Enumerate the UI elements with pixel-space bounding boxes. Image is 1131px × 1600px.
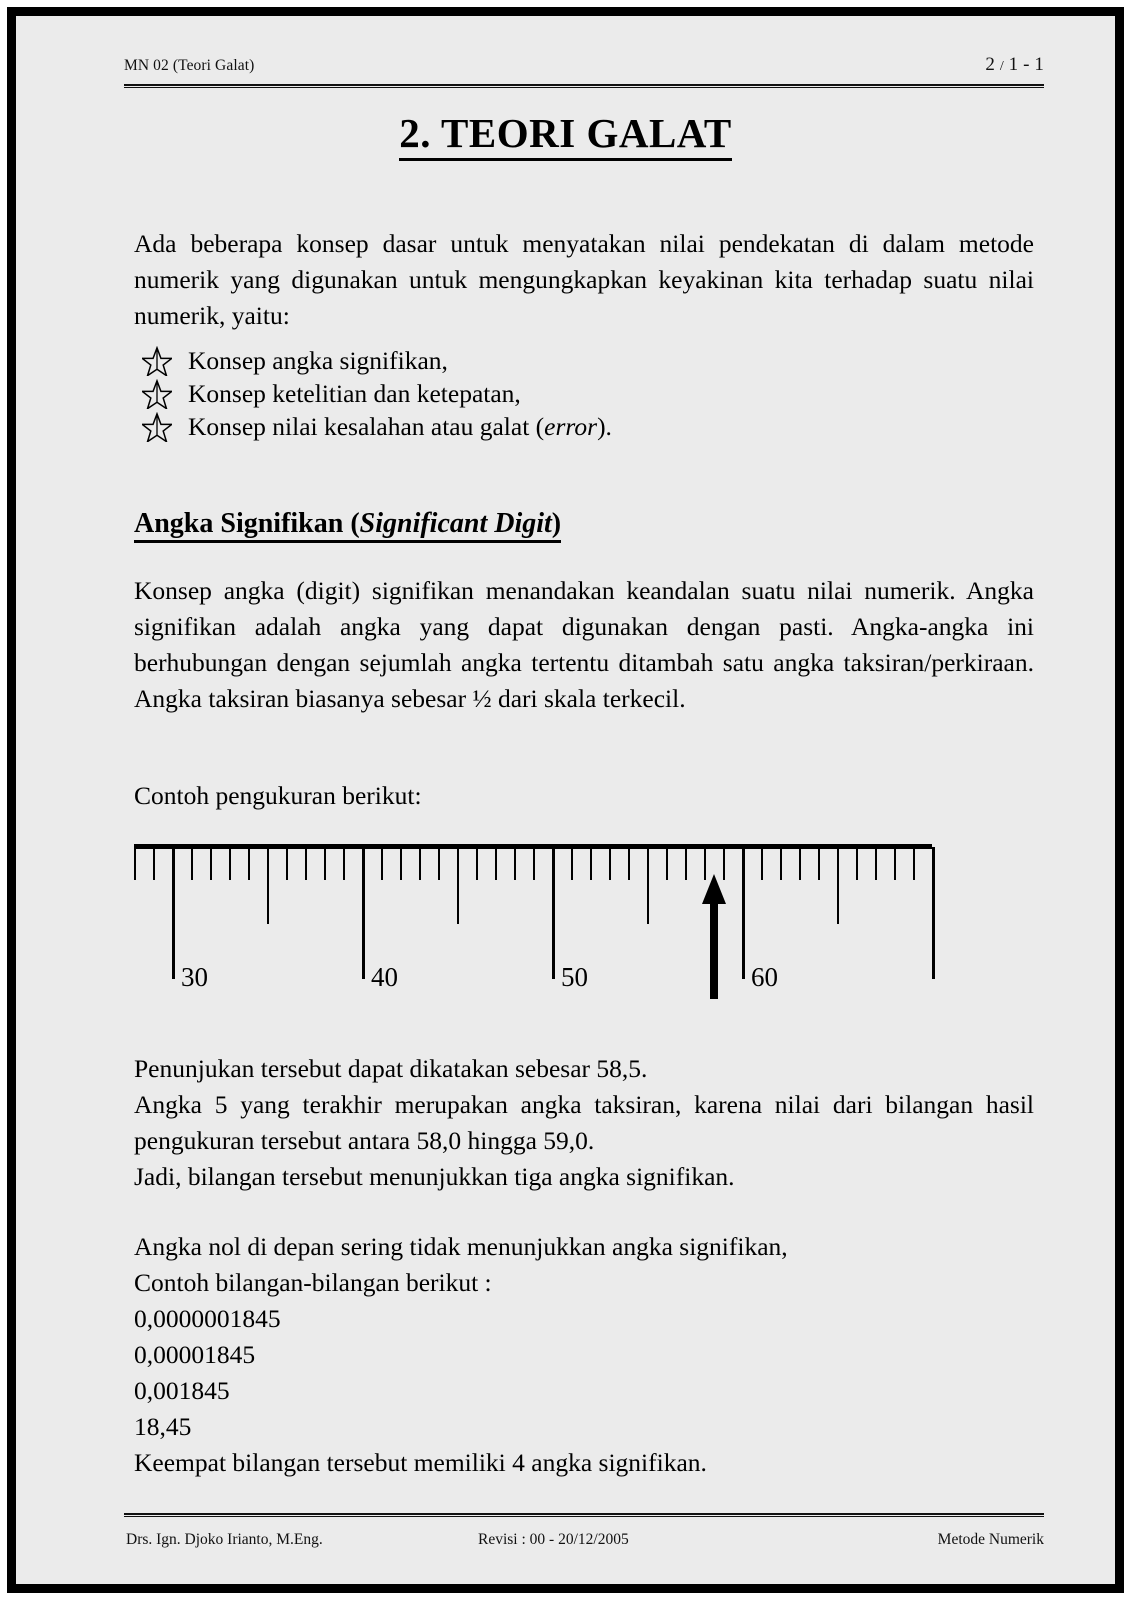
section-heading-close: )	[551, 508, 562, 539]
header-page-section: 1 - 1	[1008, 54, 1044, 75]
list-item-label: Konsep ketelitian dan ketepatan,	[188, 379, 521, 408]
ruler-tick-major	[172, 847, 175, 979]
page-title-text: 2. TEORI GALAT	[399, 110, 731, 161]
number-example-2: 0,00001845	[134, 1340, 256, 1369]
ruler-tick-mid	[457, 847, 459, 924]
page-border-frame	[7, 7, 1124, 1593]
footer-revision: Revisi : 00 - 20/12/2005	[478, 1531, 629, 1548]
ruler-tick-minor	[134, 847, 136, 880]
ruler-tick-minor	[761, 847, 763, 880]
ruler-tick-major	[552, 847, 555, 979]
concept-bullet-list	[142, 344, 1022, 443]
measurement-ruler-figure	[134, 834, 1034, 1009]
footer-course: Metode Numerik	[937, 1531, 1044, 1548]
star-bullet-icon	[142, 410, 188, 442]
ruler-tick-minor	[248, 847, 250, 880]
ruler-tick-minor	[381, 847, 383, 880]
ruler-tick-minor	[305, 847, 307, 880]
ruler-tick-major	[742, 847, 745, 979]
ruler-tick-minor	[590, 847, 592, 880]
reading-line-1: Penunjukan tersebut dapat dikatakan sebesar 58,5.	[134, 1054, 648, 1083]
ruler-tick-minor	[780, 847, 782, 880]
header-page-num: 2	[985, 54, 995, 75]
ruler-tick-minor	[571, 847, 573, 880]
list-item-label	[188, 410, 612, 443]
ruler-tick-minor	[495, 847, 497, 880]
list-item	[142, 410, 1022, 443]
leading-zero-note: Angka nol di depan sering tidak menunjukkan angka signifikan,	[134, 1232, 788, 1261]
page-content-area	[16, 16, 1115, 1584]
ruler-tick-minor	[153, 847, 155, 880]
ruler-tick-minor	[913, 847, 915, 880]
ruler-tick-minor	[666, 847, 668, 880]
number-example-intro: Contoh bilangan-bilangan berikut :	[134, 1268, 492, 1297]
ruler-tick-minor	[894, 847, 896, 880]
ruler-tick-minor	[533, 847, 535, 880]
ruler-tick-minor	[476, 847, 478, 880]
number-example-3: 0,001845	[134, 1376, 230, 1405]
ruler-tick-minor	[400, 847, 402, 880]
intro-paragraph: Ada beberapa konsep dasar untuk menyatakan nilai pendekatan di dalam metode numerik yang digunakan untuk mengungkapkan keyakinan kita terhadap suatu nilai numerik, yaitu:	[134, 229, 1034, 330]
list-item-label-italic: error	[544, 412, 598, 441]
number-example-4: 18,45	[134, 1412, 192, 1441]
ruler-tick-minor	[286, 847, 288, 880]
page-header	[124, 54, 1044, 76]
ruler-tick-mid	[647, 847, 649, 924]
ruler-tick-major	[362, 847, 365, 979]
header-page-number	[985, 54, 1044, 76]
ruler-label-40: 40	[371, 962, 398, 992]
page-title	[16, 109, 1115, 157]
section-heading-italic: Significant Digit	[359, 508, 552, 539]
ruler-tick-major	[932, 847, 935, 979]
list-item-label-post: ).	[597, 412, 612, 441]
ruler-tick-minor	[856, 847, 858, 880]
example-intro-text: Contoh pengukuran berikut:	[134, 781, 422, 810]
section-heading	[134, 508, 561, 540]
number-example-1: 0,0000001845	[134, 1304, 281, 1333]
significant-digit-paragraph: Konsep angka (digit) signifikan menandakan keandalan suatu nilai numerik. Angka signifikan adalah angka yang dapat digunakan dengan pasti. Angka-angka ini berhubungan dengan sejumlah angka tertentu ditambah satu angka taksiran/perkiraan. Angka taksiran biasanya sebesar ½ dari skala terkecil.	[134, 576, 1034, 713]
ruler-tick-mid	[267, 847, 269, 924]
ruler-label-30: 30	[181, 962, 208, 992]
star-bullet-icon	[142, 344, 188, 376]
section-heading-plain: Angka Signifikan (	[134, 508, 360, 539]
reading-line-2: Angka 5 yang terakhir merupakan angka taksiran, karena nilai dari bilangan hasil pengukuran tersebut antara 58,0 hingga 59,0.	[134, 1090, 1034, 1155]
header-document-code: MN 02 (Teori Galat)	[124, 57, 255, 74]
ruler-tick-minor	[818, 847, 820, 880]
ruler-tick-minor	[324, 847, 326, 880]
ruler-tick-minor	[229, 847, 231, 880]
reading-line-3: Jadi, bilangan tersebut menunjukkan tiga angka signifikan.	[134, 1162, 735, 1191]
ruler-tick-minor	[191, 847, 193, 880]
list-item-label: Konsep angka signifikan,	[188, 346, 448, 375]
ruler-tick-minor	[210, 847, 212, 880]
number-example-conclusion: Keempat bilangan tersebut memiliki 4 angka signifikan.	[134, 1448, 707, 1477]
header-page-separator: /	[999, 59, 1004, 74]
page-footer	[126, 1531, 1044, 1549]
star-bullet-icon	[142, 377, 188, 409]
footer-author: Drs. Ign. Djoko Irianto, M.Eng.	[126, 1531, 323, 1548]
measurement-pointer-arrow	[701, 874, 727, 999]
header-divider-rule	[124, 84, 1044, 88]
ruler-tick-minor	[875, 847, 877, 880]
ruler-label-60: 60	[751, 962, 778, 992]
ruler-tick-minor	[628, 847, 630, 880]
ruler-tick-minor	[343, 847, 345, 880]
ruler-label-50: 50	[561, 962, 588, 992]
ruler-tick-minor	[799, 847, 801, 880]
list-item-label-pre: Konsep nilai kesalahan atau galat (	[188, 412, 545, 441]
list-item	[142, 344, 1022, 377]
ruler-tick-minor	[419, 847, 421, 880]
list-item	[142, 377, 1022, 410]
ruler-tick-mid	[837, 847, 839, 924]
ruler-tick-minor	[438, 847, 440, 880]
section-heading-underlined	[134, 508, 561, 543]
ruler-tick-minor	[685, 847, 687, 880]
ruler-tick-minor	[514, 847, 516, 880]
footer-divider-rule	[124, 1513, 1044, 1517]
ruler-tick-minor	[609, 847, 611, 880]
